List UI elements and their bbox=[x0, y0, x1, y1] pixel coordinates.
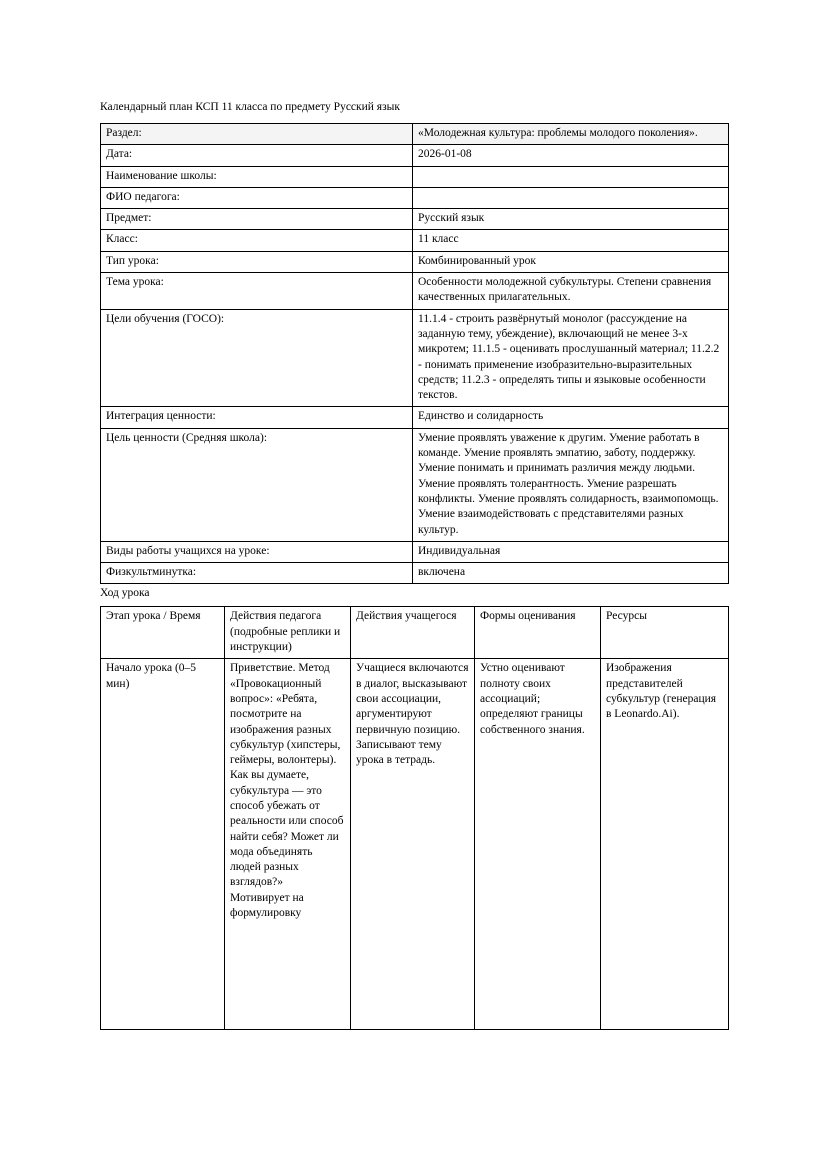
info-value-value-integration: Единство и солидарность bbox=[413, 407, 729, 428]
table-header-row bbox=[101, 607, 729, 659]
cell-teacher-actions-text: Приветствие. Метод «Провокационный вопрос»: «Ребята, посмотрите на изображения разных субкультур (хипстеры, геймеры, волонтеры). Как вы думаете, субкультура — это способ убежать от реальности или способ найти себя? Может ли мода объединять людей разных взглядов?» Мотивирует на формулировку bbox=[230, 662, 344, 920]
cell-teacher-actions bbox=[225, 659, 351, 1030]
info-label-work-types: Виды работы учащихся на уроке: bbox=[101, 541, 413, 562]
table-row bbox=[101, 659, 729, 1030]
info-value-value-goal: Умение проявлять уважение к другим. Умение работать в команде. Умение проявлять эмпатию, заботу, поддержку. Умение понимать и принимать различия между людьми. Умение проявлять толерантность. Умение разрешать конфликты. Умение проявлять солидарность, взаимопомощь. Умение взаимодействовать с представителями разных культур. bbox=[413, 428, 729, 541]
column-header-student-actions: Действия учащегося bbox=[351, 607, 475, 659]
info-label-value-goal: Цель ценности (Средняя школа): bbox=[101, 428, 413, 541]
column-header-assessment-forms: Формы оценивания bbox=[475, 607, 601, 659]
info-value-objectives: 11.1.4 - строить развёрнутый монолог (рассуждение на заданную тему, убеждение), включающий не менее 3-х микротем; 11.1.5 - оценивать прослушанный материал; 11.2.2 - понимать применение изобразительно-выразительных средств; 11.2.3 - определять типы и языковые особенности текстов. bbox=[413, 309, 729, 407]
info-value-physical-break: включена bbox=[413, 563, 729, 584]
lesson-flow-table-body bbox=[101, 659, 729, 1030]
table-row bbox=[101, 145, 729, 166]
info-label-lesson-topic: Тема урока: bbox=[101, 273, 413, 310]
info-value-lesson-topic: Особенности молодежной субкультуры. Степени сравнения качественных прилагательных. bbox=[413, 273, 729, 310]
info-value-work-types: Индивидуальная bbox=[413, 541, 729, 562]
info-value-teacher-name bbox=[413, 187, 729, 208]
info-label-subject: Предмет: bbox=[101, 209, 413, 230]
info-label-value-integration: Интеграция ценности: bbox=[101, 407, 413, 428]
lesson-info-table-body bbox=[101, 124, 729, 584]
table-row bbox=[101, 230, 729, 251]
lesson-info-table bbox=[100, 123, 729, 584]
info-label-school: Наименование школы: bbox=[101, 166, 413, 187]
info-label-lesson-type: Тип урока: bbox=[101, 251, 413, 272]
table-row bbox=[101, 187, 729, 208]
column-header-stage: Этап урока / Время bbox=[101, 607, 225, 659]
column-header-resources: Ресурсы bbox=[601, 607, 729, 659]
cell-stage-text: Начало урока (0–5 мин) bbox=[106, 662, 197, 690]
column-header-teacher-actions: Действия педагога (подробные реплики и инструкции) bbox=[225, 607, 351, 659]
info-label-grade: Класс: bbox=[101, 230, 413, 251]
info-value-razdel: «Молодежная культура: проблемы молодого поколения». bbox=[413, 124, 729, 145]
cell-stage bbox=[101, 659, 225, 1030]
table-row bbox=[101, 563, 729, 584]
info-label-physical-break: Физкультминутка: bbox=[101, 563, 413, 584]
lesson-flow-table bbox=[100, 606, 729, 1030]
cell-student-actions bbox=[351, 659, 475, 1030]
document-content bbox=[100, 100, 728, 1030]
table-row bbox=[101, 251, 729, 272]
info-label-data: Дата: bbox=[101, 145, 413, 166]
cell-assessment-forms-text: Устно оценивают полноту своих ассоциаций; определяют границы собственного знания. bbox=[480, 662, 585, 736]
cell-resources bbox=[601, 659, 729, 1030]
info-value-subject: Русский язык bbox=[413, 209, 729, 230]
table-row bbox=[101, 124, 729, 145]
section-heading-lesson-flow: Ход урока bbox=[100, 587, 150, 600]
table-row bbox=[101, 209, 729, 230]
table-row bbox=[101, 407, 729, 428]
info-label-razdel: Раздел: bbox=[101, 124, 413, 145]
info-label-teacher-name: ФИО педагога: bbox=[101, 187, 413, 208]
table-row bbox=[101, 273, 729, 310]
info-value-grade: 11 класс bbox=[413, 230, 729, 251]
table-row bbox=[101, 428, 729, 541]
table-row bbox=[101, 166, 729, 187]
cell-student-actions-text: Учащиеся включаются в диалог, высказывают свои ассоциации, аргументируют первичную позицию. Записывают тему урока в тетрадь. bbox=[356, 662, 469, 767]
table-row bbox=[101, 541, 729, 562]
page-title: Календарный план КСП 11 класса по предмету Русский язык bbox=[100, 101, 400, 113]
cell-assessment-forms bbox=[475, 659, 601, 1030]
info-value-lesson-type: Комбинированный урок bbox=[413, 251, 729, 272]
cell-resources-text: Изображения представителей субкультур (генерация в Leonardo.Ai). bbox=[606, 662, 717, 721]
lesson-flow-table-head bbox=[101, 607, 729, 659]
table-row bbox=[101, 309, 729, 407]
info-value-school bbox=[413, 166, 729, 187]
info-label-objectives: Цели обучения (ГОСО): bbox=[101, 309, 413, 407]
info-value-data: 2026-01-08 bbox=[413, 145, 729, 166]
